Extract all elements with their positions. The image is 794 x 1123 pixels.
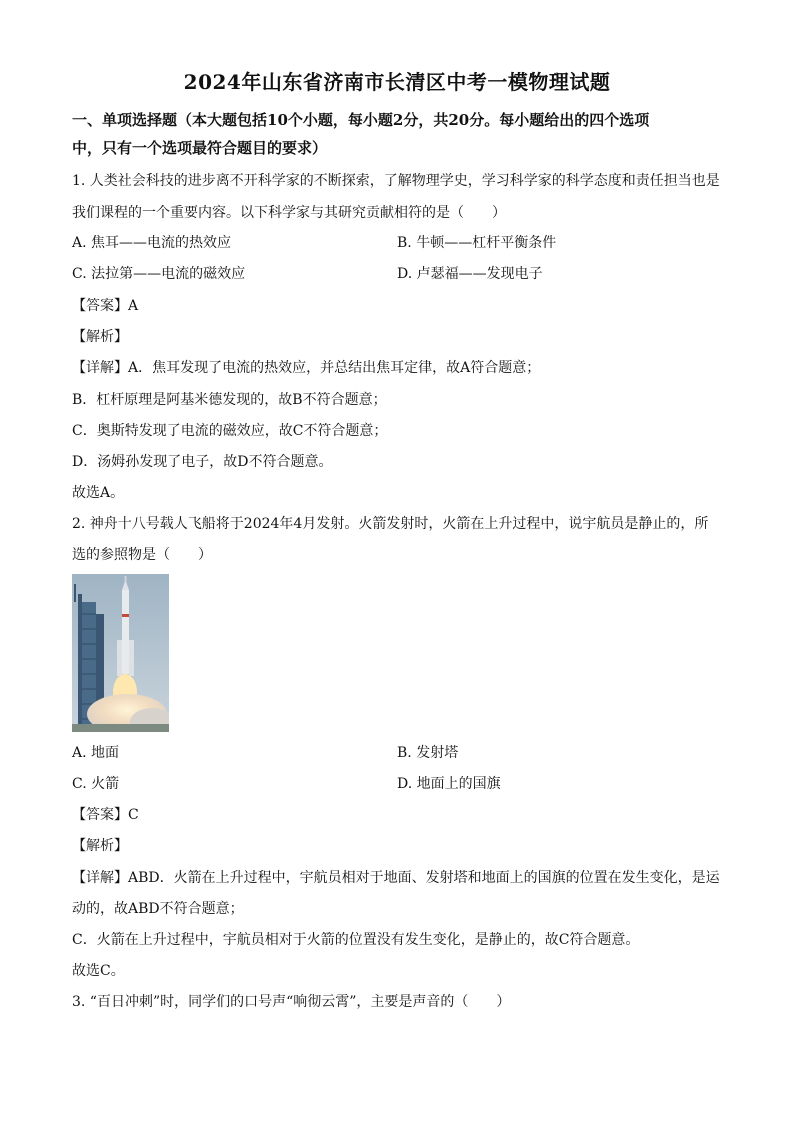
q2-option-b: B. 发射塔 [397, 745, 459, 761]
q2-answer: 【答案】C [72, 807, 139, 823]
rocket-launch-image [72, 574, 169, 732]
section-heading-line-2: 中，只有一个选项最符合题目的要求） [72, 139, 328, 157]
q2-option-a: A. 地面 [72, 745, 120, 761]
q1-analysis-heading: 【解析】 [72, 329, 128, 345]
q2-option-d: D. 地面上的国旗 [397, 776, 501, 792]
q1-answer: 【答案】A [72, 298, 139, 314]
q1-stem-line-1: 1. 人类社会科技的进步离不开科学家的不断探索，了解物理学史，学习科学家的科学态度和责任担当也是 [72, 173, 720, 189]
q1-detail-line-1: 【详解】A．焦耳发现了电流的热效应，并总结出焦耳定律，故A符合题意； [72, 360, 541, 376]
q2-analysis-heading: 【解析】 [72, 838, 128, 854]
q1-option-d: D. 卢瑟福——发现电子 [397, 266, 543, 282]
q2-stem-line-2: 选的参照物是（ ） [72, 547, 212, 563]
q1-option-c: C. 法拉第——电流的磁效应 [72, 266, 246, 282]
q1-detail-line-4: D．汤姆孙发现了电子，故D不符合题意。 [72, 454, 333, 470]
q1-conclusion: 故选A。 [72, 485, 125, 501]
q1-detail-line-3: C．奥斯特发现了电流的磁效应，故C不符合题意； [72, 423, 388, 439]
q1-stem-line-2: 我们课程的一个重要内容。以下科学家与其研究贡献相符的是（ ） [72, 205, 506, 221]
q1-option-a: A. 焦耳——电流的热效应 [72, 235, 232, 251]
q2-detail-line-1: 【详解】ABD．火箭在上升过程中，宇航员相对于地面、发射塔和地面上的国旗的位置在发生变化，是运 [72, 870, 720, 886]
q2-detail-line-2: 动的，故ABD不符合题意； [72, 901, 244, 917]
section-heading-line-1: 一、单项选择题（本大题包括10个小题，每小题2分，共20分。每小题给出的四个选项 [72, 111, 650, 129]
q1-detail-line-2: B．杠杆原理是阿基米德发现的，故B不符合题意； [72, 392, 387, 408]
q2-conclusion: 故选C。 [72, 963, 125, 979]
q2-stem-line-1: 2. 神舟十八号载人飞船将于2024年4月发射。火箭发射时，火箭在上升过程中，说宇航员是静止的，所 [72, 516, 709, 532]
q1-option-b: B. 牛顿——杠杆平衡条件 [397, 235, 557, 251]
q2-option-c: C. 火箭 [72, 776, 120, 792]
page-title: 2024年山东省济南市长清区中考一模物理试题 [183, 70, 611, 94]
q2-detail-line-3: C．火箭在上升过程中，宇航员相对于火箭的位置没有发生变化，是静止的，故C符合题意。 [72, 932, 640, 948]
q3-stem-line-1: 3. “百日冲刺”时，同学们的口号声“响彻云霄”，主要是声音的（ ） [72, 994, 511, 1010]
